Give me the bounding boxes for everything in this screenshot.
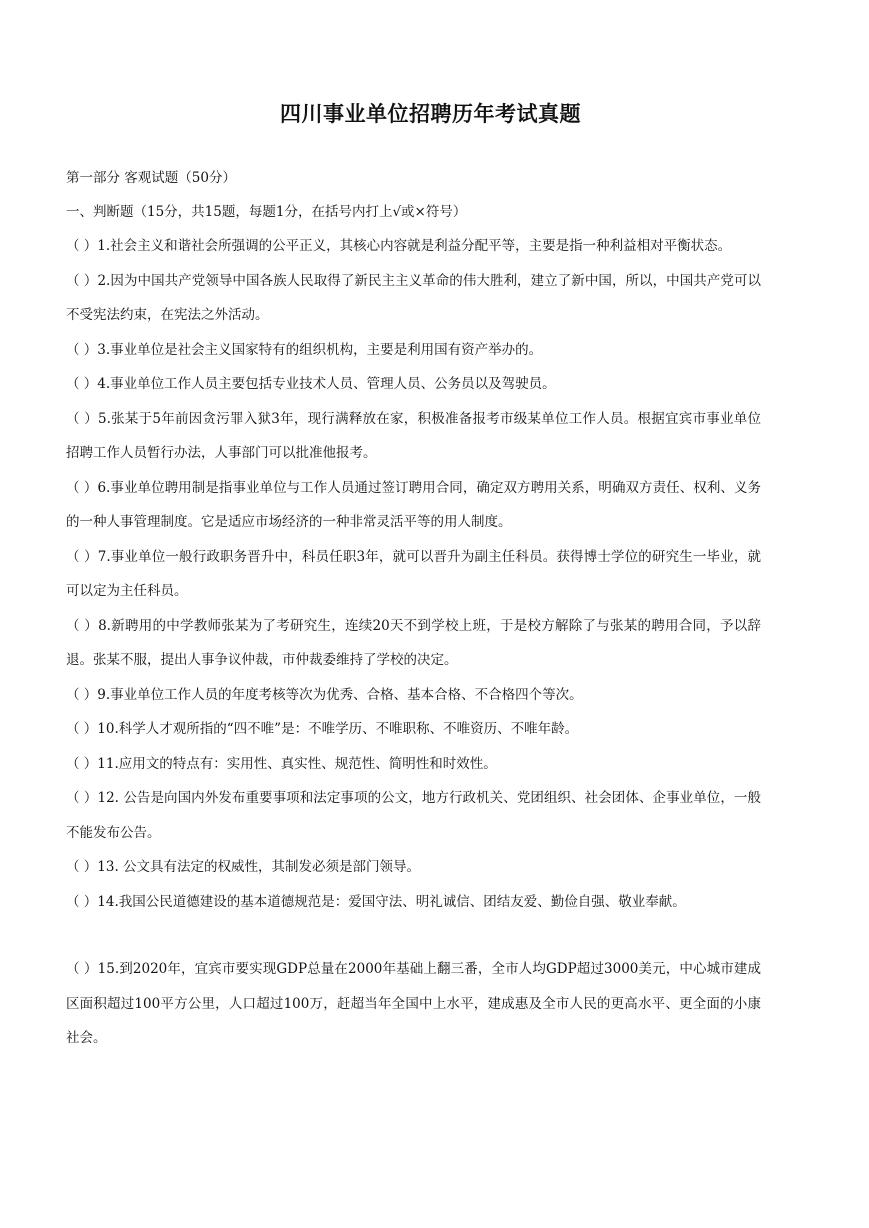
answer-blank: （ ） — [66, 548, 98, 565]
answer-blank: （ ） — [66, 961, 98, 977]
question-text: 4.事业单位工作人员主要包括专业技术人员、管理人员、公务员以及驾驶员。 — [97, 376, 556, 392]
question-text: 14.我国公民道德建设的基本道德规范是：爱国守法、明礼诚信、团结友爱、勤俭自强、敬业奉献。 — [97, 893, 686, 910]
question-item — [66, 609, 761, 678]
answer-blank: （ ） — [66, 410, 99, 427]
answer-blank: （ ） — [66, 341, 98, 358]
question-text: 12. 公告是向国内外发布重要事项和法定事项的公文，地方行政机关、党团组织、社会团体、企事业单位，一般不能发布公告。 — [66, 790, 761, 841]
answer-blank: （ ） — [66, 272, 98, 289]
part-heading: 第一部分 客观试题（50分） — [66, 170, 236, 186]
question-item — [66, 678, 761, 713]
question-text: 13. 公文具有法定的权威性，其制发必须是部门领导。 — [97, 859, 421, 875]
question-item — [66, 885, 761, 920]
document-title: 四川事业单位招聘历年考试真题 — [280, 102, 581, 126]
question-item — [66, 781, 761, 850]
question-item — [66, 540, 761, 609]
answer-blank: （ ） — [66, 755, 98, 772]
question-text: 9.事业单位工作人员的年度考核等次为优秀、合格、基本合格、不合格四个等次。 — [97, 686, 583, 703]
question-item — [66, 712, 761, 747]
section-instruction: 一、判断题（15分，共15题，每题1分，在括号内打上√或×符号） — [66, 204, 467, 220]
question-list — [66, 229, 761, 1056]
question-item — [66, 333, 761, 368]
question-text: 10.科学人才观所指的“四不唯”是：不唯学历、不唯职称、不唯资历、不唯年龄。 — [97, 721, 579, 737]
question-text: 2.因为中国共产党领导中国各族人民取得了新民主主义革命的伟大胜利，建立了新中国，所以，中国共产党可以不受宪法约束，在宪法之外活动。 — [66, 272, 761, 323]
question-text: 15.到2020年，宜宾市要实现GDP总量在2000年基础上翻三番，全市人均GDP超过3000美元，中心城市建成区面积超过100平方公里，人口超过100万，赶超当年全国中上水平，建成惠及全市人民的更高水平、更全面的小康社会。 — [66, 961, 762, 1046]
question-text: 3.事业单位是社会主义国家特有的组织机构，主要是利用国有资产举办的。 — [97, 341, 543, 358]
answer-blank: （ ） — [66, 721, 98, 737]
question-item — [66, 850, 761, 885]
answer-blank: （ ） — [66, 686, 98, 703]
answer-blank: （ ） — [66, 617, 99, 634]
question-item — [66, 402, 761, 471]
answer-blank: （ ） — [66, 479, 98, 496]
question-item — [66, 264, 761, 333]
answer-blank: （ ） — [66, 859, 98, 875]
question-text: 5.张某于5年前因贪污罪入狱3年，现行满释放在家，积极准备报考市级某单位工作人员。根据宜宾市事业单位招聘工作人员暂行办法，人事部门可以批准他报考。 — [66, 410, 762, 461]
answer-blank: （ ） — [66, 790, 98, 806]
question-item — [66, 471, 761, 540]
question-text: 1.社会主义和谐社会所强调的公平正义，其核心内容就是利益分配平等，主要是指一种利益相对平衡状态。 — [97, 238, 732, 254]
question-item — [66, 229, 761, 264]
answer-blank: （ ） — [66, 376, 98, 392]
question-item — [66, 952, 761, 1056]
answer-blank: （ ） — [66, 238, 98, 254]
answer-blank: （ ） — [66, 893, 98, 910]
question-item — [66, 367, 761, 402]
question-text: 11.应用文的特点有：实用性、真实性、规范性、简明性和时效性。 — [97, 755, 497, 772]
question-text: 6.事业单位聘用制是指事业单位与工作人员通过签订聘用合同，确定双方聘用关系，明确双方责任、权利、义务的一种人事管理制度。它是适应市场经济的一种非常灵活平等的用人制度。 — [66, 479, 761, 530]
question-text: 7.事业单位一般行政职务晋升中，科员任职3年，就可以晋升为副主任科员。获得博士学位的研究生一毕业，就可以定为主任科员。 — [66, 548, 761, 599]
question-text: 8.新聘用的中学教师张某为了考研究生，连续20天不到学校上班，于是校方解除了与张某的聘用合同，予以辞退。张某不服，提出人事争议仲裁，市仲裁委维持了学校的决定。 — [66, 617, 762, 668]
question-item — [66, 747, 761, 782]
